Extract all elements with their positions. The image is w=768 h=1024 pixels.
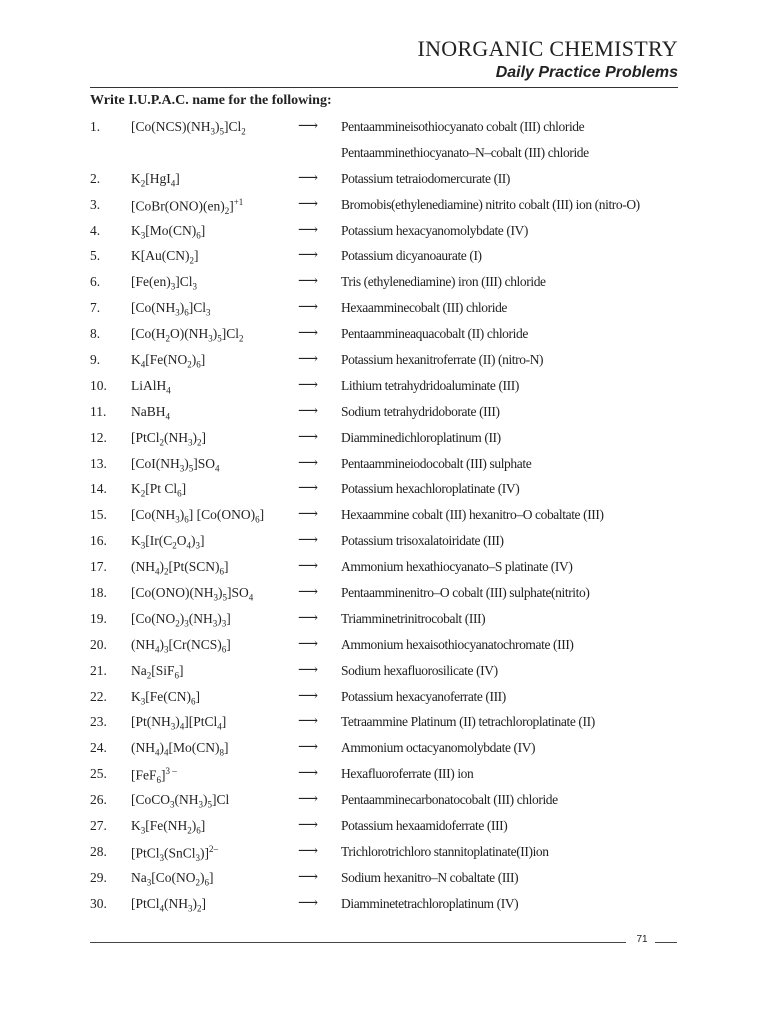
question-number: 29. bbox=[90, 869, 107, 885]
complex-formula: $[Co(NH_3)_6]$ $[Co(ONO)_6]$ bbox=[131, 507, 265, 526]
iupac-name: Potassium tetraiodomercurate (II) bbox=[341, 170, 510, 186]
document-title: INORGANIC CHEMISTRY bbox=[417, 36, 678, 61]
complex-formula: $K_3[Fe(CN)_6]$ bbox=[131, 688, 200, 707]
question-row bbox=[0, 763, 768, 789]
right-arrow-icon: ⟶ bbox=[298, 196, 319, 212]
iupac-name: Sodium hexanitro–N cobaltate (III) bbox=[341, 869, 519, 885]
complex-formula: $(NH_4)_3[Cr(NCS)_6]$ bbox=[131, 636, 231, 655]
complex-formula: LiAlH$_4$ bbox=[131, 377, 171, 396]
right-arrow-icon: ⟶ bbox=[298, 429, 319, 445]
iupac-name: Pentaamminenitro–O cobalt (III) sulphate(nitrito) bbox=[341, 585, 590, 601]
iupac-name: Bromobis(ethylenediamine) nitrito cobalt (III) ion (nitro-O) bbox=[341, 196, 640, 212]
question-number: 13. bbox=[90, 455, 107, 471]
question-row bbox=[0, 142, 768, 168]
question-row bbox=[0, 323, 768, 349]
question-row bbox=[0, 582, 768, 608]
right-arrow-icon: ⟶ bbox=[298, 222, 319, 238]
complex-formula: $[Co(NO_2)_3(NH_3)_3]$ bbox=[131, 610, 231, 629]
question-number: 8. bbox=[90, 326, 101, 342]
complex-formula: $[Co(NH_3)_6]Cl_3$ bbox=[131, 300, 211, 318]
question-row bbox=[0, 815, 768, 841]
question-row bbox=[0, 893, 768, 919]
iupac-name: Potassium hexanitroferrate (II) (nitro-N) bbox=[341, 352, 544, 368]
iupac-name: Potassium hexaamidoferrate (III) bbox=[341, 818, 508, 834]
question-row bbox=[0, 737, 768, 763]
complex-formula: $[CoI(NH_3)_5]SO_4$ bbox=[131, 455, 220, 474]
question-number: 20. bbox=[90, 636, 107, 652]
question-row bbox=[0, 789, 768, 815]
right-arrow-icon: ⟶ bbox=[298, 714, 319, 730]
right-arrow-icon: ⟶ bbox=[298, 533, 319, 549]
complex-formula: [PtCl$_3$(SnCl$_3$)]$^{2-}$ bbox=[131, 843, 219, 864]
question-number: 12. bbox=[90, 429, 107, 445]
question-number: 18. bbox=[90, 585, 107, 601]
right-arrow-icon: ⟶ bbox=[298, 610, 319, 626]
complex-formula: $[PtCl_2(NH_3)_2]$ bbox=[131, 429, 207, 448]
iupac-name: Pentaamminethiocyanato–N–cobalt (III) chloride bbox=[341, 144, 589, 160]
iupac-name: Potassium hexacyanoferrate (III) bbox=[341, 688, 506, 704]
question-number: 7. bbox=[90, 300, 101, 316]
right-arrow-icon: ⟶ bbox=[298, 455, 319, 471]
right-arrow-icon: ⟶ bbox=[298, 119, 319, 134]
iupac-name: Potassium dicyanoaurate (I) bbox=[341, 248, 482, 264]
question-row bbox=[0, 401, 768, 427]
question-row bbox=[0, 168, 768, 194]
question-row bbox=[0, 116, 768, 142]
complex-formula: $K[Au(CN)_2]$ bbox=[131, 248, 199, 267]
question-row bbox=[0, 530, 768, 556]
complex-formula: $[PtCl_4(NH_3)_2]$ bbox=[131, 895, 207, 914]
question-number: 15. bbox=[90, 507, 107, 523]
question-row bbox=[0, 453, 768, 479]
complex-formula: $K_3[Fe(NH_2)_6]$ bbox=[131, 818, 206, 836]
question-number: 21. bbox=[90, 662, 107, 678]
complex-formula: $Na_2[SiF_6]$ bbox=[131, 662, 184, 681]
complex-formula: $K_2[HgI_4]$ bbox=[131, 170, 180, 189]
iupac-name: Triamminetrinitrocobalt (III) bbox=[341, 610, 486, 626]
question-row bbox=[0, 660, 768, 686]
question-number: 2. bbox=[90, 170, 101, 186]
question-row bbox=[0, 504, 768, 530]
right-arrow-icon: ⟶ bbox=[298, 300, 319, 316]
complex-formula: $Na_3[Co(NO_2)_6]$ bbox=[131, 869, 214, 888]
right-arrow-icon: ⟶ bbox=[298, 740, 319, 756]
iupac-name: Trichlorotrichloro stannitoplatinate(II)ion bbox=[341, 843, 549, 859]
question-row bbox=[0, 297, 768, 323]
question-row bbox=[0, 556, 768, 582]
right-arrow-icon: ⟶ bbox=[298, 507, 319, 523]
complex-formula: $[Pt(NH_3)_4][PtCl_4]$ bbox=[131, 714, 227, 733]
right-arrow-icon: ⟶ bbox=[298, 326, 319, 342]
instruction-text: Write I.U.P.A.C. name for the following: bbox=[90, 93, 332, 108]
question-row bbox=[0, 245, 768, 271]
complex-formula: $[Co(ONO)(NH_3)_5]SO_4$ bbox=[131, 585, 254, 603]
question-row bbox=[0, 271, 768, 297]
question-number: 5. bbox=[90, 248, 101, 264]
question-row bbox=[0, 867, 768, 893]
complex-formula: $K_3[Mo(CN)_6]$ bbox=[131, 222, 206, 241]
question-row bbox=[0, 349, 768, 375]
question-number: 16. bbox=[90, 533, 107, 549]
question-row bbox=[0, 608, 768, 634]
complex-formula: $K_4[Fe(NO_2)_6]$ bbox=[131, 352, 206, 370]
iupac-name: Pentaammineiodocobalt (III) sulphate bbox=[341, 455, 532, 471]
page-number: 71 bbox=[636, 934, 648, 945]
complex-formula: NaBH$_4$ bbox=[131, 403, 170, 422]
iupac-name: Tris (ethylenediamine) iron (III) chloride bbox=[341, 274, 546, 290]
question-row bbox=[0, 841, 768, 867]
question-number: 4. bbox=[90, 222, 101, 238]
question-number: 24. bbox=[90, 740, 107, 756]
question-number: 19. bbox=[90, 610, 107, 626]
right-arrow-icon: ⟶ bbox=[298, 792, 319, 808]
document-subtitle: Daily Practice Problems bbox=[495, 64, 678, 81]
iupac-name: Sodium tetrahydridoborate (III) bbox=[341, 403, 500, 419]
iupac-name: Ammonium octacyanomolybdate (IV) bbox=[341, 740, 536, 756]
complex-formula: $K_3[Ir(C_2O_4)_3]$ bbox=[131, 533, 205, 551]
right-arrow-icon: ⟶ bbox=[298, 352, 319, 368]
iupac-name: Potassium trisoxalatoiridate (III) bbox=[341, 533, 504, 549]
iupac-name: Lithium tetrahydridoaluminate (III) bbox=[341, 377, 519, 393]
right-arrow-icon: ⟶ bbox=[298, 766, 319, 782]
right-arrow-icon: ⟶ bbox=[298, 636, 319, 652]
right-arrow-icon: ⟶ bbox=[298, 248, 319, 264]
question-number: 6. bbox=[90, 274, 101, 290]
right-arrow-icon: ⟶ bbox=[298, 481, 319, 497]
right-arrow-icon: ⟶ bbox=[298, 818, 319, 834]
complex-formula: $[FeF_6]^{3 -}$ bbox=[131, 766, 177, 786]
question-number: 9. bbox=[90, 352, 101, 368]
complex-formula: $K_2[Pt$ $Cl_6$] bbox=[131, 481, 187, 500]
right-arrow-icon: ⟶ bbox=[298, 895, 319, 911]
question-number: 17. bbox=[90, 559, 107, 575]
question-number: 30. bbox=[90, 895, 107, 911]
iupac-name: Potassium hexacyanomolybdate (IV) bbox=[341, 222, 528, 238]
complex-formula: $[Co(NCS)(NH_3)_5]Cl_2$ bbox=[131, 119, 246, 137]
complex-formula: $(NH_4)_2[Pt(SCN)_6]$ bbox=[131, 559, 229, 577]
right-arrow-icon: ⟶ bbox=[298, 662, 319, 678]
question-number: 26. bbox=[90, 792, 107, 808]
question-row bbox=[0, 634, 768, 660]
footer-divider-left bbox=[90, 942, 626, 943]
iupac-name: Diamminedichloroplatinum (II) bbox=[341, 429, 501, 445]
iupac-name: Pentaammineaquacobalt (II) chloride bbox=[341, 326, 528, 342]
complex-formula: $[CoBr(ONO)(en)_2]^{+1}$ bbox=[131, 196, 244, 216]
complex-formula: $(NH_4)_4[Mo(CN)_8]$ bbox=[131, 740, 229, 759]
iupac-name: Hexafluoroferrate (III) ion bbox=[341, 766, 474, 782]
right-arrow-icon: ⟶ bbox=[298, 170, 319, 186]
question-row bbox=[0, 427, 768, 453]
iupac-name: Pentaamminecarbonatocobalt (III) chloride bbox=[341, 792, 558, 808]
footer-divider-right bbox=[655, 942, 677, 943]
question-row bbox=[0, 478, 768, 504]
iupac-name: Diamminetetrachloroplatinum (IV) bbox=[341, 895, 519, 911]
right-arrow-icon: ⟶ bbox=[298, 869, 319, 885]
iupac-name: Tetraammine Platinum (II) tetrachloroplatinate (II) bbox=[341, 714, 595, 730]
right-arrow-icon: ⟶ bbox=[298, 585, 319, 601]
complex-formula: $[Co(H_2O)(NH_3)_5]Cl_2$ bbox=[131, 326, 244, 344]
question-number: 11. bbox=[90, 403, 107, 419]
right-arrow-icon: ⟶ bbox=[298, 403, 319, 419]
question-row bbox=[0, 375, 768, 401]
question-number: 1. bbox=[90, 119, 101, 134]
complex-formula: $[CoCO_3(NH_3)_5]Cl$ bbox=[131, 792, 230, 810]
question-number: 22. bbox=[90, 688, 107, 704]
question-number: 3. bbox=[90, 196, 101, 212]
question-number: 27. bbox=[90, 818, 107, 834]
question-row bbox=[0, 711, 768, 737]
question-row bbox=[0, 194, 768, 220]
iupac-name: Pentaammineisothiocyanato cobalt (III) chloride bbox=[341, 119, 585, 134]
iupac-name: Ammonium hexathiocyanato–S platinate (IV) bbox=[341, 559, 573, 575]
iupac-name: Potassium hexachloroplatinate (IV) bbox=[341, 481, 520, 497]
right-arrow-icon: ⟶ bbox=[298, 377, 319, 393]
question-number: 23. bbox=[90, 714, 107, 730]
iupac-name: Sodium hexafluorosilicate (IV) bbox=[341, 662, 498, 678]
right-arrow-icon: ⟶ bbox=[298, 274, 319, 290]
question-number: 25. bbox=[90, 766, 107, 782]
complex-formula: $[Fe(en)_3]Cl_3$ bbox=[131, 274, 197, 293]
question-number: 14. bbox=[90, 481, 107, 497]
question-row bbox=[0, 686, 768, 712]
question-number: 28. bbox=[90, 843, 107, 859]
iupac-name: Ammonium hexaisothiocyanatochromate (III) bbox=[341, 636, 574, 652]
right-arrow-icon: ⟶ bbox=[298, 688, 319, 704]
iupac-name: Hexaamminecobalt (III) chloride bbox=[341, 300, 508, 316]
right-arrow-icon: ⟶ bbox=[298, 843, 319, 859]
header-divider bbox=[90, 87, 678, 88]
iupac-name: Hexaammine cobalt (III) hexanitro–O cobaltate (III) bbox=[341, 507, 604, 523]
right-arrow-icon: ⟶ bbox=[298, 559, 319, 575]
question-row bbox=[0, 220, 768, 246]
question-number: 10. bbox=[90, 377, 107, 393]
question-list bbox=[0, 116, 768, 919]
